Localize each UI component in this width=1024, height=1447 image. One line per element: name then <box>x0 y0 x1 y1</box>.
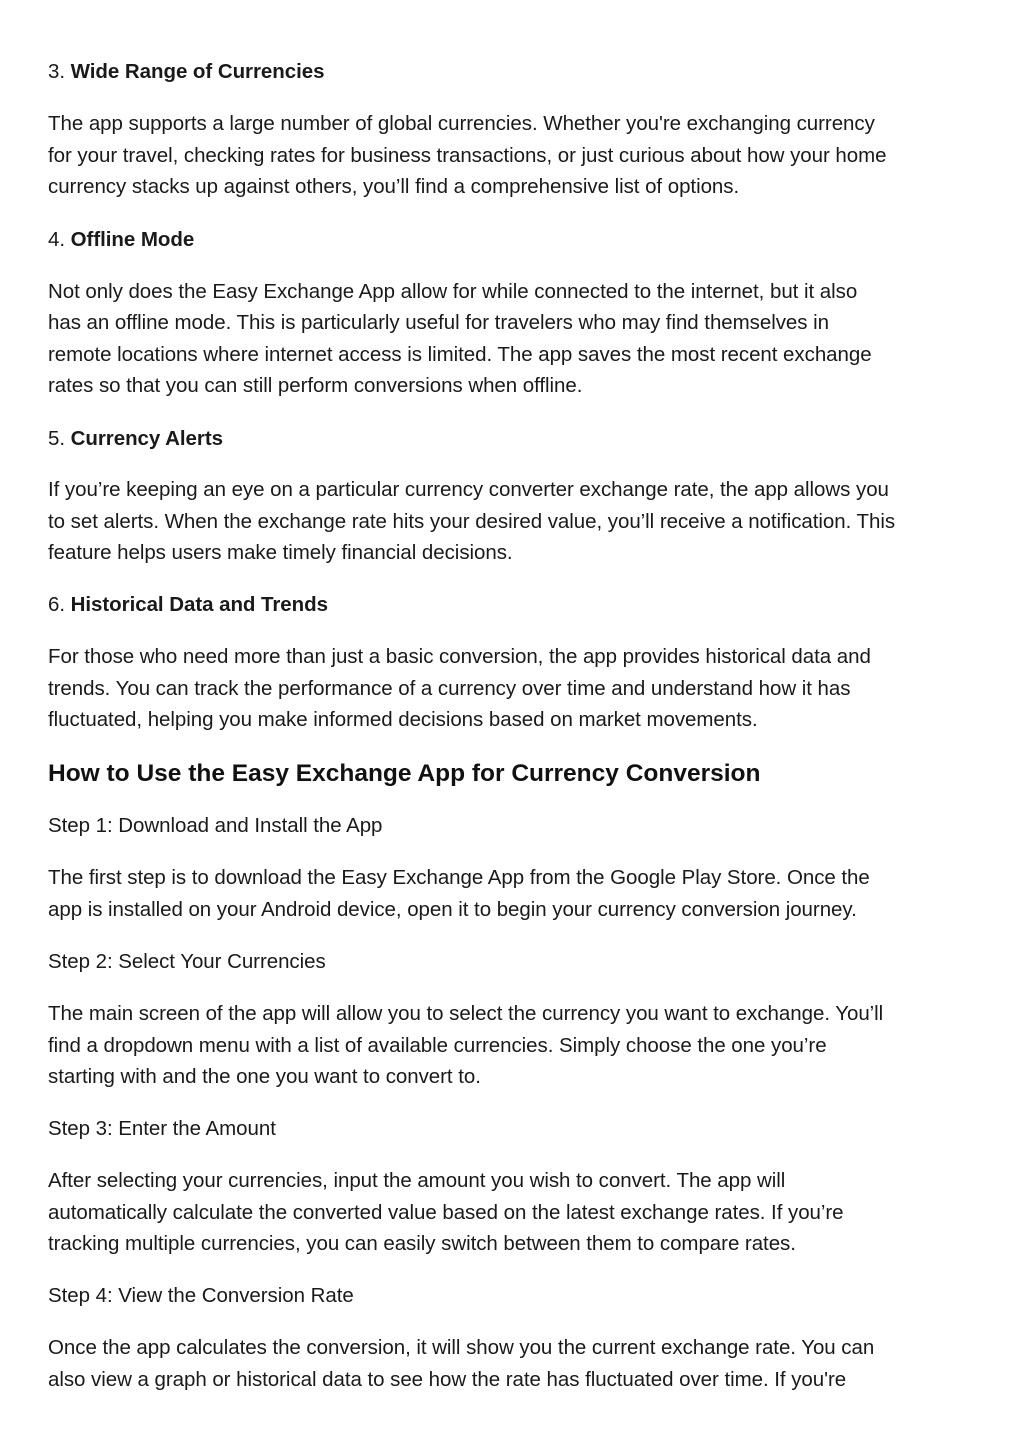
feature-title-5 <box>48 427 223 451</box>
feature-number: 4. <box>48 228 65 251</box>
paragraph-line: app is installed on your Android device, open it to begin your currency conversion journey. <box>48 898 857 921</box>
paragraph-line: rates so that you can still perform conversions when offline. <box>48 374 583 397</box>
paragraph-line: The main screen of the app will allow you to select the currency you want to exchange. You’ll <box>48 1002 884 1025</box>
paragraph-line: Once the app calculates the conversion, it will show you the current exchange rate. You can <box>48 1336 875 1359</box>
feature-number: 3. <box>48 60 65 83</box>
step-title-1: Step 1: Download and Install the App <box>48 814 383 837</box>
step-title-2: Step 2: Select Your Currencies <box>48 950 326 973</box>
paragraph-line: If you’re keeping an eye on a particular currency converter exchange rate, the app allows you <box>48 478 889 501</box>
paragraph-line: The app supports a large number of global currencies. Whether you're exchanging currency <box>48 112 875 135</box>
feature-number: 5. <box>48 427 65 450</box>
feature-title-6 <box>48 593 328 617</box>
step-title-3: Step 3: Enter the Amount <box>48 1117 276 1140</box>
paragraph-line: also view a graph or historical data to see how the rate has fluctuated over time. If you're <box>48 1368 847 1391</box>
paragraph-line: has an offline mode. This is particularly useful for travelers who may find themselves in <box>48 311 829 334</box>
paragraph-line: remote locations where internet access is limited. The app saves the most recent exchange <box>48 343 872 366</box>
feature-title-4 <box>48 228 194 252</box>
paragraph-line: for your travel, checking rates for business transactions, or just curious about how your home <box>48 144 887 167</box>
section-heading: How to Use the Easy Exchange App for Currency Conversion <box>48 760 761 787</box>
paragraph-line: Not only does the Easy Exchange App allow for while connected to the internet, but it also <box>48 280 858 303</box>
paragraph-line: currency stacks up against others, you’ll find a comprehensive list of options. <box>48 175 740 198</box>
feature-name: Offline Mode <box>70 228 195 251</box>
paragraph-line: feature helps users make timely financial decisions. <box>48 541 513 564</box>
feature-number: 6. <box>48 593 65 616</box>
paragraph-line: tracking multiple currencies, you can easily switch between them to compare rates. <box>48 1232 796 1255</box>
feature-title-3 <box>48 60 324 84</box>
paragraph-line: After selecting your currencies, input the amount you wish to convert. The app will <box>48 1169 786 1192</box>
feature-name: Wide Range of Currencies <box>70 60 325 83</box>
step-title-4: Step 4: View the Conversion Rate <box>48 1284 354 1307</box>
feature-name: Currency Alerts <box>70 427 223 450</box>
paragraph-line: to set alerts. When the exchange rate hits your desired value, you’ll receive a notification. This <box>48 510 896 533</box>
paragraph-line: fluctuated, helping you make informed decisions based on market movements. <box>48 708 758 731</box>
paragraph-line: find a dropdown menu with a list of available currencies. Simply choose the one you’re <box>48 1034 827 1057</box>
paragraph-line: trends. You can track the performance of a currency over time and understand how it has <box>48 677 851 700</box>
paragraph-line: starting with and the one you want to convert to. <box>48 1065 481 1088</box>
paragraph-line: automatically calculate the converted value based on the latest exchange rates. If you’re <box>48 1201 844 1224</box>
feature-name: Historical Data and Trends <box>70 593 328 616</box>
paragraph-line: For those who need more than just a basic conversion, the app provides historical data and <box>48 645 871 668</box>
paragraph-line: The first step is to download the Easy Exchange App from the Google Play Store. Once the <box>48 866 870 889</box>
